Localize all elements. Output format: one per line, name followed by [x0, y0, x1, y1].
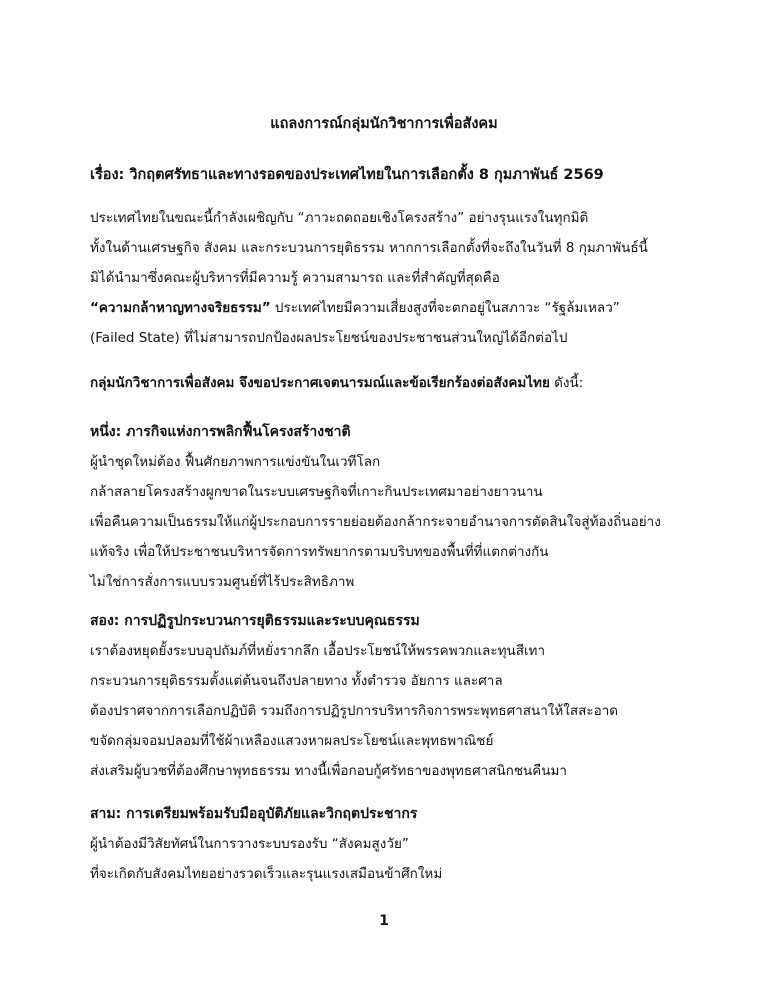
intro-line-rest: ประเทศไทยมีความเสี่ยงสูงที่จะตกอยู่ในสภาวะ “รัฐล้มเหลว”	[270, 300, 620, 316]
declaration-rest: ดังนี้:	[549, 375, 584, 391]
section-line: ขจัดกลุ่มจอมปลอมที่ใช้ผ้าเหลืองแสวงหาผลประโยชน์และพุทธพาณิชย์	[90, 733, 494, 749]
declaration-paragraph	[90, 368, 730, 398]
section-line: เราต้องหยุดยั้งระบบอุปถัมภ์ที่หยั่งรากลึก เอื้อประโยชน์ให้พรรคพวกและทุนสีเทา	[90, 643, 546, 659]
declaration-line	[90, 368, 730, 398]
section-line: กระบวนการยุติธรรมตั้งแต่ต้นจนถึงปลายทาง ทั้งตำรวจ อัยการ และศาล	[90, 673, 503, 689]
section-line: ส่งเสริมผู้บวชที่ต้องศึกษาพุทธธรรม ทางนี้เพื่อกอบกู้ศรัทธาของพุทธศาสนิกชนคืนมา	[90, 763, 567, 779]
intro-line: ประเทศไทยในขณะนี้กำลังเผชิญกับ “ภาวะถดถอยเชิงโครงสร้าง” อย่างรุนแรงในทุกมิติ	[90, 210, 589, 226]
intro-line: (Failed State) ที่ไม่สามารถปกป้องผลประโยชน์ของประชาชนส่วนใหญ่ได้อีกต่อไป	[90, 330, 568, 346]
section-heading: สอง: การปฏิรูปกระบวนการยุติธรรมและระบบคุณธรรม	[90, 613, 420, 629]
section-three	[90, 799, 730, 889]
section-line: เพื่อคืนความเป็นธรรมให้แก่ผู้ประกอบการรายย่อยต้องกล้ากระจายอำนาจการตัดสินใจสู่ท้องถิ่นอย่าง	[90, 514, 661, 530]
page-number: 1	[379, 913, 389, 929]
section-heading: หนึ่ง: ภารกิจแห่งการพลิกฟื้นโครงสร้างชาติ	[90, 424, 351, 440]
intro-line: ทั้งในด้านเศรษฐกิจ สังคม และกระบวนการยุติธรรม หากการเลือกตั้งที่จะถึงในวันที่ 8 กุมภาพันธ์นี้	[90, 240, 648, 256]
section-line: ผู้นำชุดใหม่ต้อง ฟื้นศักยภาพการแข่งขันในเวทีโลก	[90, 454, 381, 470]
section-line: กล้าสลายโครงสร้างผูกขาดในระบบเศรษฐกิจที่เกาะกินประเทศมาอย่างยาวนาน	[90, 484, 543, 500]
section-line: ผู้นำต้องมีวิสัยทัศน์ในการวางระบบรองรับ “สังคมสูงวัย”	[90, 836, 409, 852]
intro-emphasis: “ความกล้าหาญทางจริยธรรม”	[90, 300, 271, 316]
section-heading: สาม: การเตรียมพร้อมรับมืออุบัติภัยและวิกฤตประชากร	[90, 806, 418, 822]
intro-line: มิได้นำมาซึ่งคณะผู้บริหารที่มีความรู้ ความสามารถ และที่สำคัญที่สุดคือ	[90, 270, 500, 286]
intro-line	[90, 293, 730, 323]
document-subject: เรื่อง: วิกฤตศรัทธาและทางรอดของประเทศไทยในการเลือกตั้ง 8 กุมภาพันธ์ 2569	[90, 167, 604, 183]
section-line: แท้จริง เพื่อให้ประชาชนบริหารจัดการทรัพยากรตามบริบทของพื้นที่ที่แตกต่างกัน	[90, 544, 549, 560]
section-line: ที่จะเกิดกับสังคมไทยอย่างรวดเร็วและรุนแรงเสมือนข้าศึกใหม่	[90, 866, 443, 882]
declaration-emphasis: กลุ่มนักวิชาการเพื่อสังคม จึงขอประกาศเจตนารมณ์และข้อเรียกร้องต่อสังคมไทย	[90, 375, 550, 391]
document-title: แถลงการณ์กลุ่มนักวิชาการเพื่อสังคม	[270, 116, 498, 132]
intro-paragraph	[90, 203, 730, 353]
section-two	[90, 606, 730, 786]
section-line: ไม่ใช่การสั่งการแบบรวมศูนย์ที่ไร้ประสิทธิภาพ	[90, 574, 355, 590]
section-one	[90, 417, 730, 597]
section-line: ต้องปราศจากการเลือกปฏิบัติ รวมถึงการปฏิรูปการบริหารกิจการพระพุทธศาสนาให้ใสสะอาด	[90, 703, 619, 719]
